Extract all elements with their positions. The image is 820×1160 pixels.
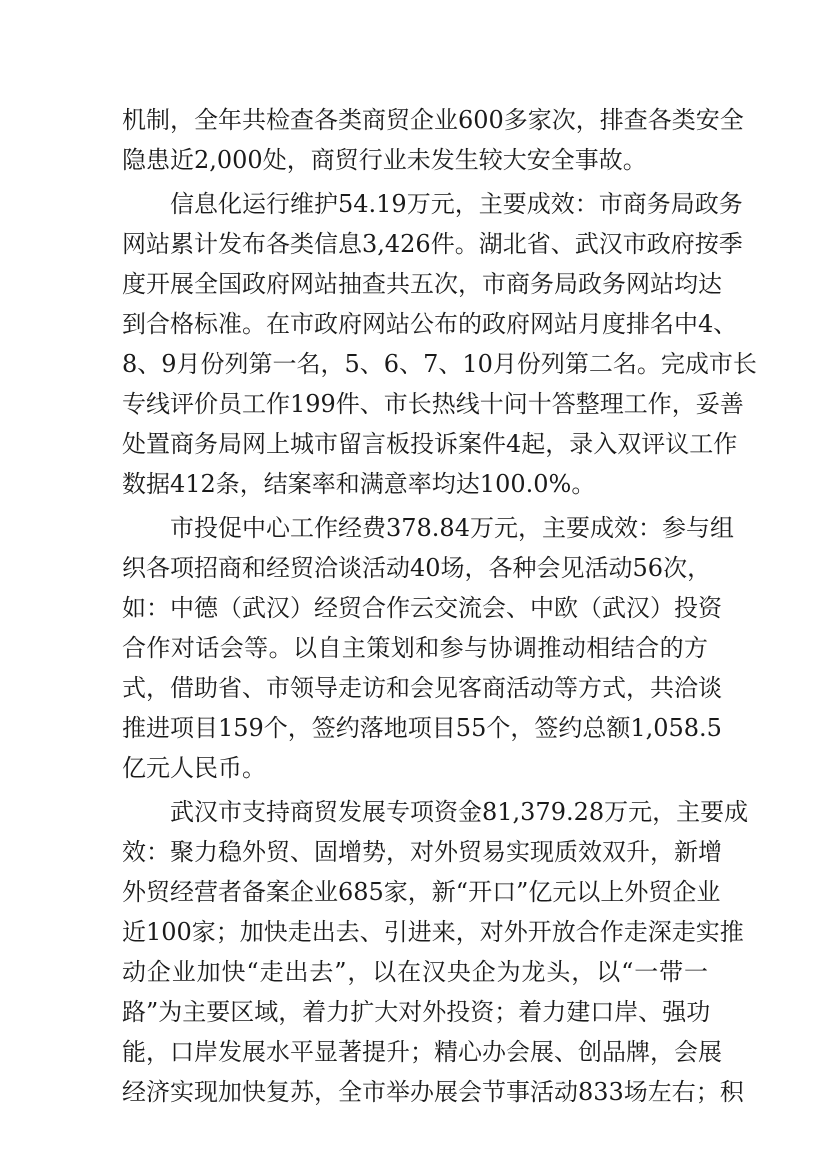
paragraph-4-line-8: 经济实现加快复苏，全市举办展会节事活动833场左右；积 [122, 1078, 744, 1106]
paragraph-3-line-5: 式，借助省、市领导走访和会见客商活动等方式，共洽谈 [122, 674, 722, 702]
paragraph-4-line-4: 近100家；加快走出去、引进来，对外开放合作走深走实推 [122, 918, 744, 946]
paragraph-3-line-3: 如：中德（武汉）经贸合作云交流会、中欧（武汉）投资 [122, 594, 722, 622]
paragraph-2-line-7: 处置商务局网上城市留言板投诉案件4起，录入双评议工作 [122, 430, 738, 458]
paragraph-4-line-1: 武汉市支持商贸发展专项资金81,379.28万元，主要成 [170, 798, 749, 826]
paragraph-3-line-4: 合作对话会等。以自主策划和参与协调推动相结合的方 [122, 634, 708, 662]
paragraph-3-line-2: 织各项招商和经贸洽谈活动40场，各种会见活动56次， [122, 554, 712, 582]
paragraph-2-line-3: 度开展全国政府网站抽查共五次，市商务局政务网站均达 [122, 270, 722, 298]
paragraph-4-line-7: 能，口岸发展水平显著提升；精心办会展、创品牌，会展 [122, 1038, 722, 1066]
paragraph-1-line-2: 隐患近2,000处，商贸行业未发生较大安全事故。 [122, 146, 647, 174]
paragraph-2-line-2: 网站累计发布各类信息3,426件。湖北省、武汉市政府按季 [122, 230, 743, 258]
paragraph-2-line-6: 专线评价员工作199件、市长热线十问十答整理工作，妥善 [122, 390, 744, 418]
paragraph-4-line-6: 路”为主要区域，着力扩大对外投资；着力建口岸、强功 [122, 998, 711, 1026]
paragraph-1-line-1: 机制，全年共检查各类商贸企业600多家次，排查各类安全 [122, 106, 744, 134]
paragraph-4-line-5: 动企业加快“走出去”，以在汉央企为龙头，以“一带一 [122, 958, 708, 986]
paragraph-3-line-7: 亿元人民币。 [122, 754, 266, 782]
paragraph-2-line-8: 数据412条，结案率和满意率均达100.0%。 [122, 470, 596, 498]
paragraph-3-line-1: 市投促中心工作经费378.84万元，主要成效：参与组 [170, 514, 734, 542]
paragraph-2-line-1: 信息化运行维护54.19万元，主要成效：市商务局政务 [170, 190, 743, 218]
paragraph-2-line-5: 8、9月份列第一名，5、6、7、10月份列第二名。完成市长 [122, 350, 757, 378]
paragraph-4-line-3: 外贸经营者备案企业685家，新“开口”亿元以上外贸企业 [122, 878, 721, 906]
paragraph-4-line-2: 效：聚力稳外贸、固增势，对外贸易实现质效双升，新增 [122, 838, 722, 866]
paragraph-3-line-6: 推进项目159个，签约落地项目55个，签约总额1,058.5 [122, 714, 722, 742]
paragraph-2-line-4: 到合格标准。在市政府网站公布的政府网站月度排名中4、 [122, 310, 738, 338]
